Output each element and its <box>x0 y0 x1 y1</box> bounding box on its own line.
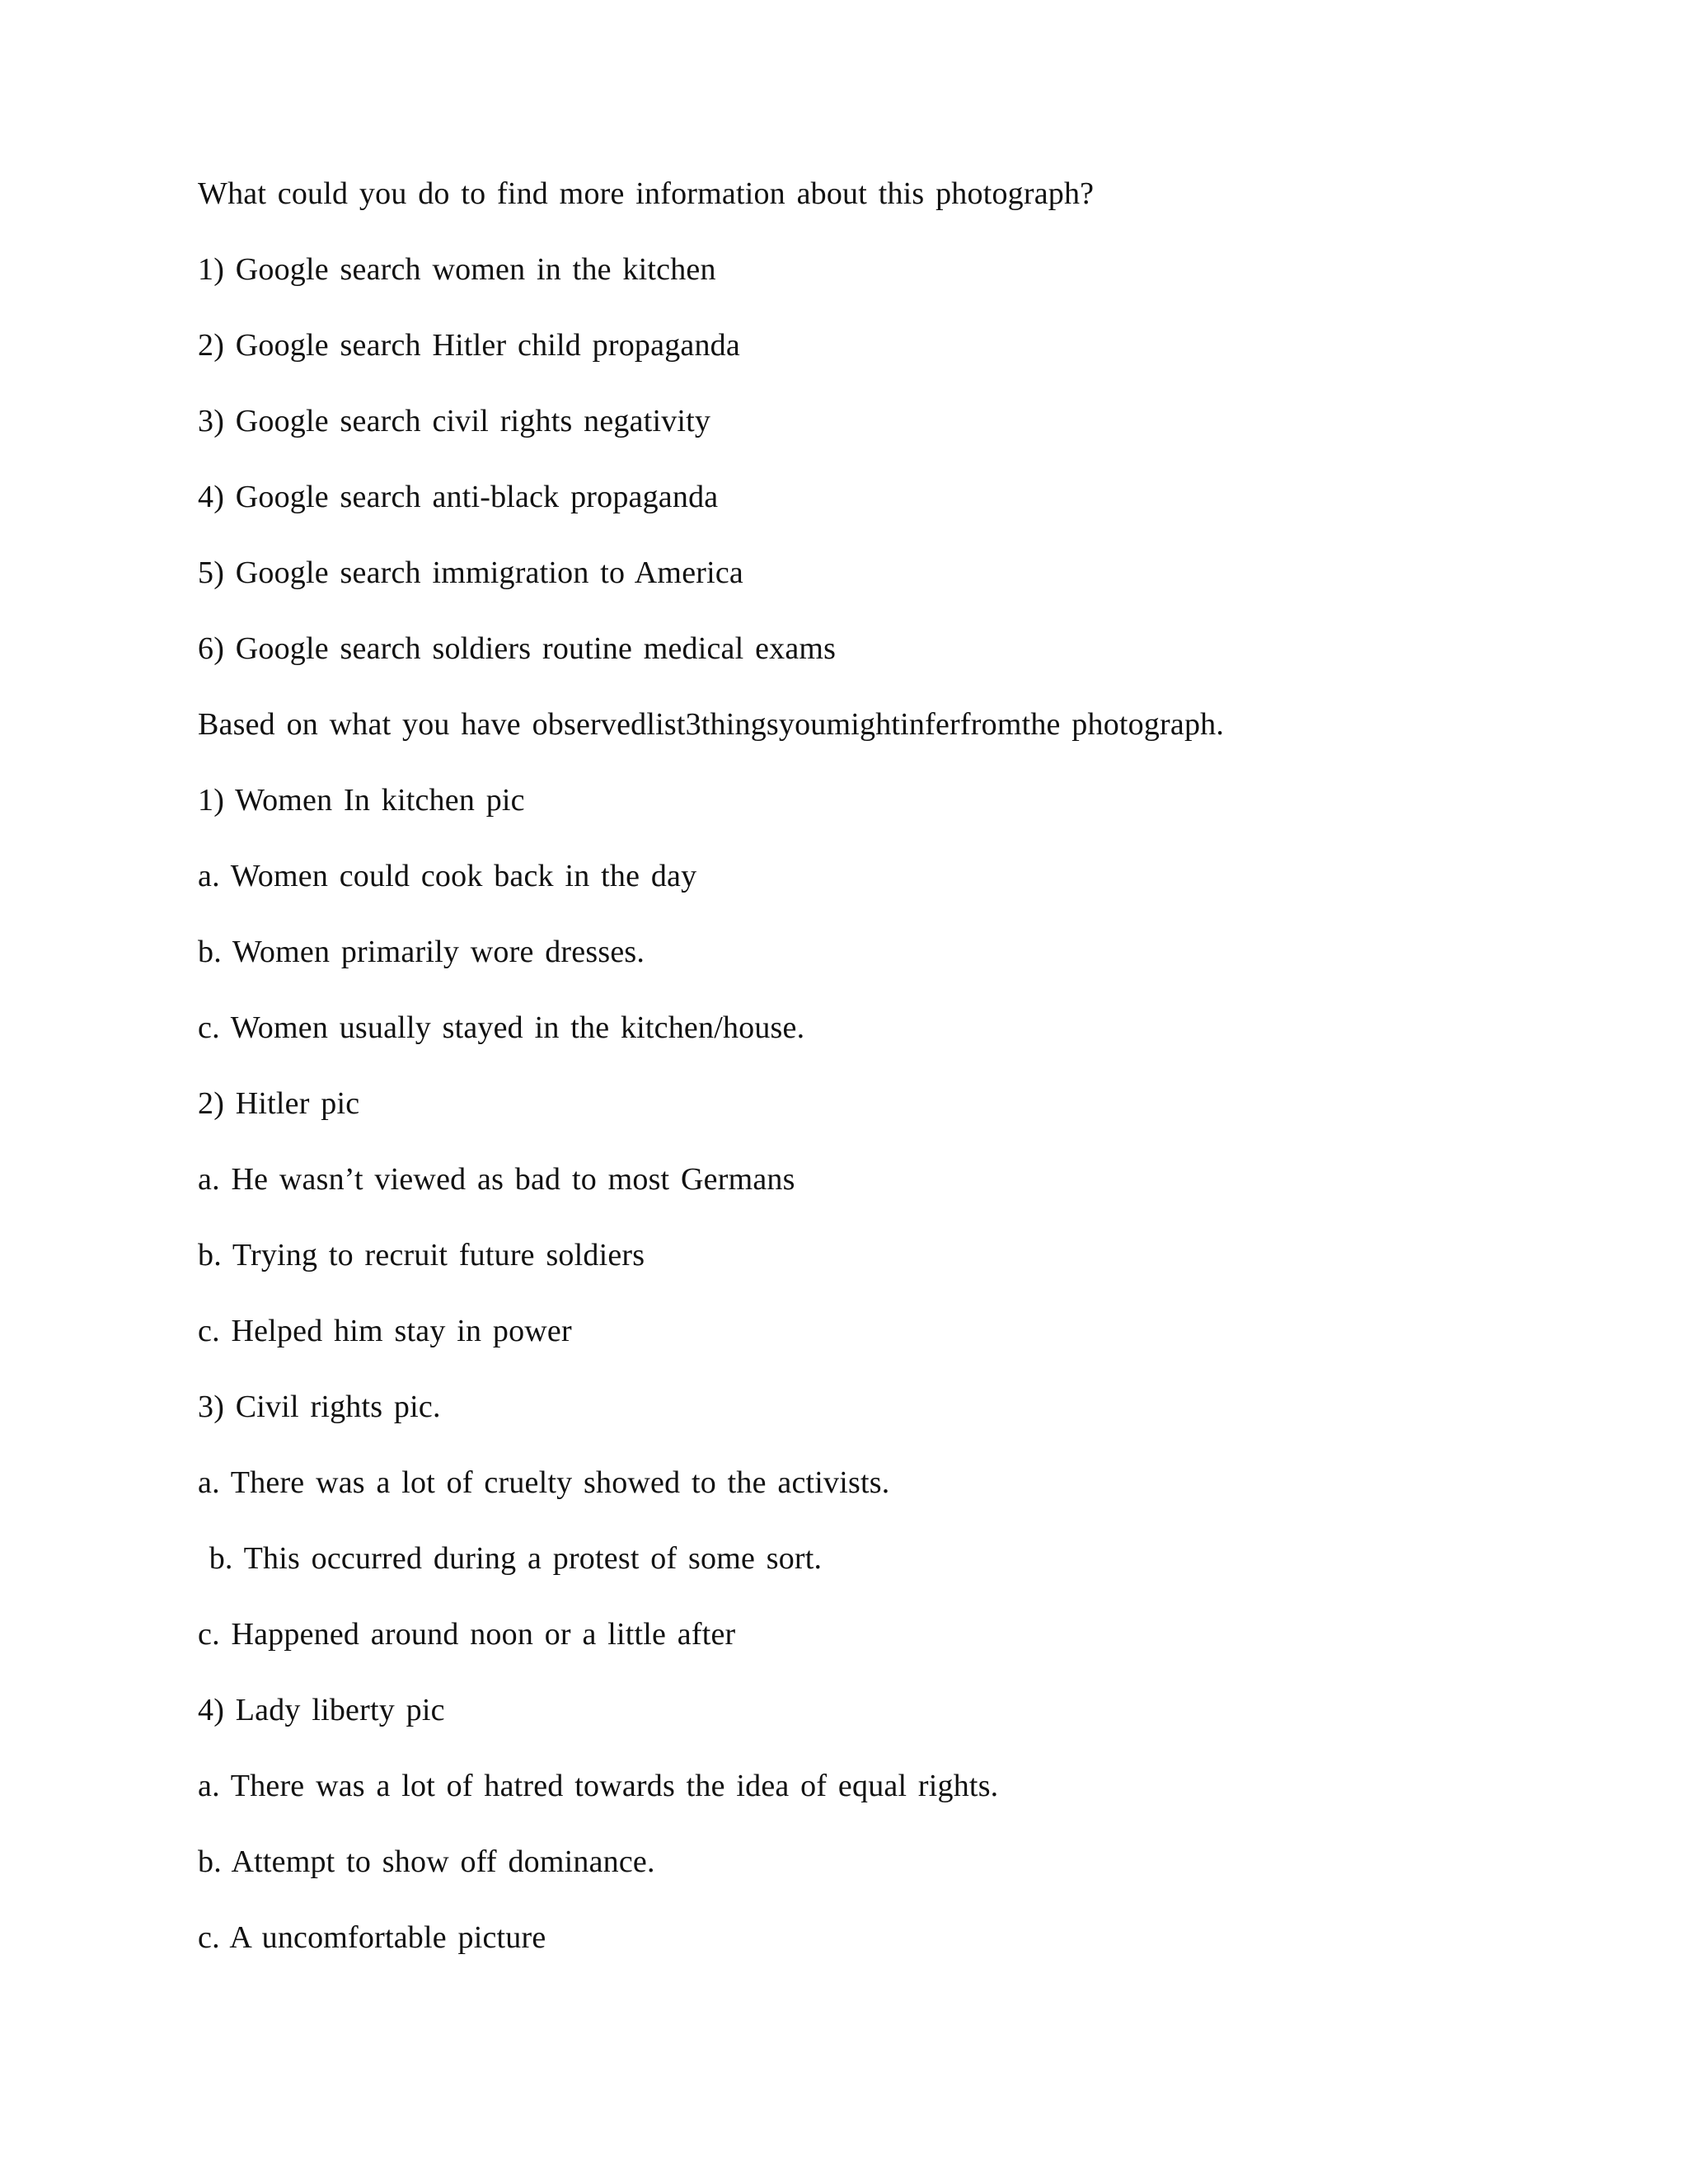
inference-4c: c. A uncomfortable picture <box>198 1920 546 1955</box>
inference-1b: b. Women primarily wore dresses. <box>198 935 645 969</box>
source-item-3: 3) Google search civil rights negativity <box>198 404 711 438</box>
question-heading-sources: What could you do to find more information about this photograph? <box>198 176 1095 211</box>
source-item-6: 6) Google search soldiers routine medical exams <box>198 631 837 666</box>
inference-group-4-title: 4) Lady liberty pic <box>198 1693 445 1727</box>
inference-2a: a. He wasn’t viewed as bad to most Germans <box>198 1162 795 1197</box>
question-heading-inferences: Based on what you have observedlist3thingsyoumightinferfromthe photograph. <box>198 707 1225 742</box>
inference-group-2-title: 2) Hitler pic <box>198 1086 360 1121</box>
inference-group-1-title: 1) Women In kitchen pic <box>198 783 525 818</box>
inference-4a: a. There was a lot of hatred towards the idea of equal rights. <box>198 1769 999 1803</box>
inference-2c: c. Helped him stay in power <box>198 1314 572 1348</box>
source-item-2: 2) Google search Hitler child propaganda <box>198 328 740 363</box>
inference-3a: a. There was a lot of cruelty showed to the activists. <box>198 1465 890 1500</box>
inference-3b: b. This occurred during a protest of some sort. <box>198 1541 823 1576</box>
inference-group-3-title: 3) Civil rights pic. <box>198 1390 441 1424</box>
inference-3c: c. Happened around noon or a little after <box>198 1617 736 1652</box>
source-item-5: 5) Google search immigration to America <box>198 555 743 590</box>
source-item-4: 4) Google search anti-black propaganda <box>198 480 719 514</box>
inference-2b: b. Trying to recruit future soldiers <box>198 1238 645 1272</box>
source-item-1: 1) Google search women in the kitchen <box>198 252 716 287</box>
inference-1a: a. Women could cook back in the day <box>198 859 697 893</box>
document-body <box>198 175 1599 1994</box>
inference-4b: b. Attempt to show off dominance. <box>198 1844 655 1879</box>
inference-1c: c. Women usually stayed in the kitchen/house. <box>198 1010 805 1045</box>
